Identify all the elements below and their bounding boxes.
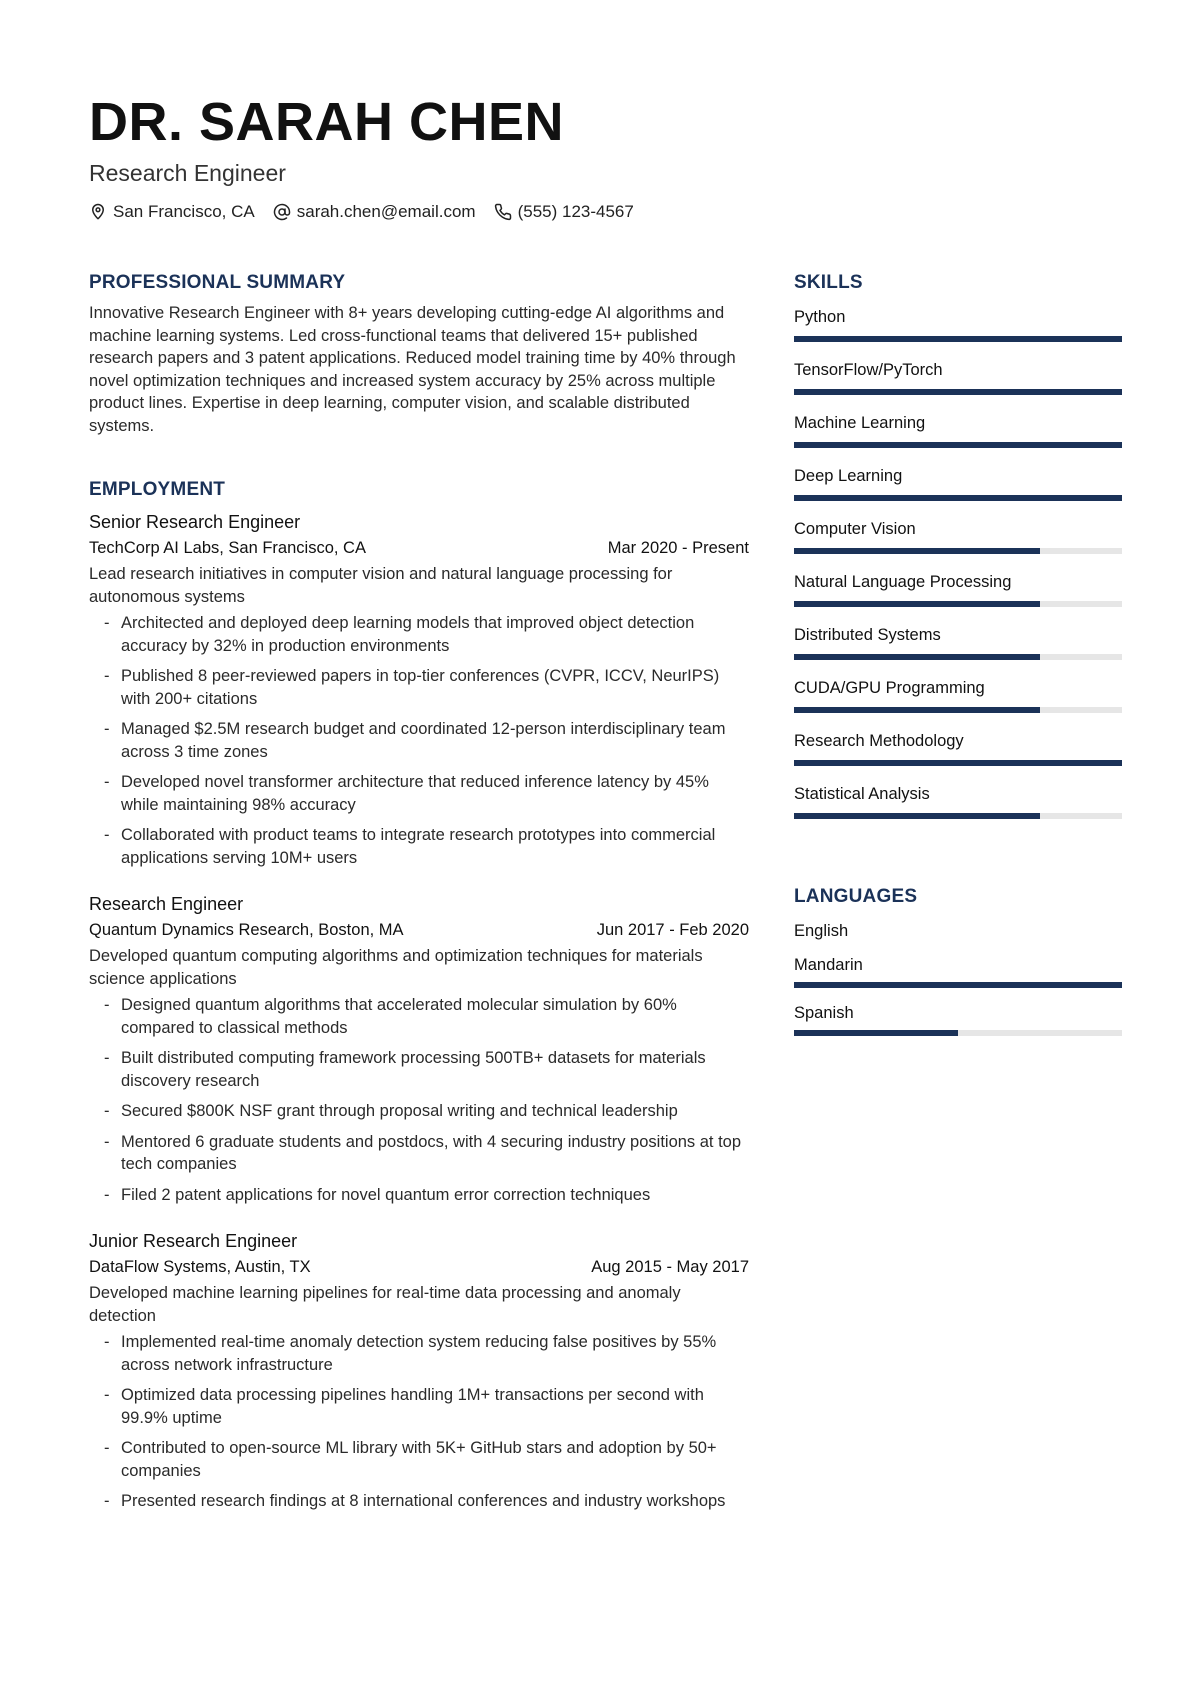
job-company-line [89, 535, 749, 561]
skill-bar-fill [794, 389, 1122, 395]
job-role: Junior Research Engineer [89, 1231, 298, 1251]
dash-icon: - [104, 1386, 110, 1404]
job-bullets [89, 994, 749, 1206]
skill-bar-fill [794, 336, 1122, 342]
skill-bar [794, 389, 1122, 395]
skill-item [794, 567, 1122, 620]
job-description: Lead research initiatives in computer vision and natural language processing for autonomous systems [89, 565, 673, 606]
dash-icon: - [104, 720, 110, 738]
skill-item [794, 673, 1122, 726]
job-company-line [89, 1254, 749, 1280]
job-role: Research Engineer [89, 894, 244, 914]
skill-bar [794, 336, 1122, 342]
job-bullets [89, 1331, 749, 1513]
job-company: TechCorp AI Labs, San Francisco, CA [89, 539, 366, 557]
skill-bar [794, 813, 1122, 819]
skills-section [794, 270, 1122, 832]
candidate-name: DR. SARAH CHEN [89, 92, 565, 152]
skill-bar [794, 654, 1122, 660]
job-dates: Jun 2017 - Feb 2020 [596, 921, 749, 939]
dash-icon: - [104, 996, 110, 1014]
bullet-text: Designed quantum algorithms that accelerated molecular simulation by 60% compared to classical methods [121, 996, 677, 1037]
language-name: Mandarin [794, 956, 863, 974]
dash-icon: - [104, 614, 110, 632]
main-column [89, 270, 749, 1535]
language-name: English [794, 922, 849, 940]
skill-name: Research Methodology [794, 732, 964, 750]
bullet-item [89, 1384, 749, 1429]
summary-heading: PROFESSIONAL SUMMARY [89, 272, 346, 293]
phone-text: (555) 123-4567 [517, 202, 634, 221]
email-text: sarah.chen@email.com [296, 202, 476, 221]
skill-item [794, 779, 1122, 832]
dash-icon: - [104, 1132, 110, 1151]
bullet-text: Developed novel transformer architecture that reduced inference latency by 45% while maintaining 98% accuracy [121, 773, 709, 814]
sidebar-column [794, 270, 1122, 1046]
at-sign-icon [273, 203, 291, 221]
dash-icon: - [104, 1185, 110, 1204]
skill-item [794, 620, 1122, 673]
job-entry [89, 509, 749, 869]
bullet-item [89, 1437, 749, 1482]
job-description: Developed quantum computing algorithms and optimization techniques for materials science applications [89, 947, 703, 988]
skill-bar-fill [794, 601, 1040, 607]
bullet-item [89, 994, 749, 1039]
skill-bar-fill [794, 548, 1040, 554]
bullet-item [89, 771, 749, 816]
phone-icon [494, 203, 512, 221]
bullet-text: Mentored 6 graduate students and postdocs, with 4 securing industry positions at top tech companies [121, 1132, 742, 1173]
skill-bar [794, 495, 1122, 501]
bullet-item [89, 1100, 749, 1123]
bullet-item [89, 1131, 749, 1176]
location-pin-icon [89, 203, 107, 221]
skill-item [794, 726, 1122, 779]
dash-icon: - [104, 1102, 110, 1120]
bullet-item [89, 824, 749, 869]
bullet-text: Contributed to open-source ML library with 5K+ GitHub stars and adoption by 50+ companies [121, 1439, 717, 1480]
dash-icon: - [104, 826, 110, 844]
bullet-text: Implemented real-time anomaly detection system reducing false positives by 55% across network infrastructure [121, 1333, 717, 1374]
skill-bar [794, 760, 1122, 766]
summary-text: Innovative Research Engineer with 8+ years developing cutting-edge AI algorithms and machine learning systems. Led cross-functional teams that delivered 15+ published research papers and 3 patent applications. Reduced model training time by 40% through novel optimization techniques and increased system accuracy by 25% across multiple product lines. Expertise in deep learning, computer vision, and scalable distributed systems. [89, 304, 736, 435]
contact-phone [494, 202, 634, 222]
job-dates: Mar 2020 - Present [607, 539, 749, 557]
contact-row [89, 199, 652, 225]
bullet-text: Filed 2 patent applications for novel quantum error correction techniques [121, 1185, 651, 1204]
bullet-text: Architected and deployed deep learning models that improved object detection accuracy by 32% in production environments [121, 614, 695, 655]
job-company: DataFlow Systems, Austin, TX [89, 1258, 311, 1276]
skill-name: Python [794, 308, 846, 326]
dash-icon: - [104, 773, 110, 791]
language-bar-fill [794, 1030, 958, 1036]
bullet-item [89, 612, 749, 657]
skill-name: Deep Learning [794, 467, 903, 485]
skill-bar [794, 601, 1122, 607]
skill-name: TensorFlow/PyTorch [794, 361, 943, 379]
contact-location [89, 202, 255, 222]
bullet-item [89, 1047, 749, 1092]
language-item [794, 950, 1122, 998]
languages-heading: LANGUAGES [794, 886, 918, 907]
candidate-title: Research Engineer [89, 160, 286, 186]
skill-item [794, 302, 1122, 355]
job-bullets [89, 612, 749, 869]
skill-name: Natural Language Processing [794, 573, 1012, 591]
language-item [794, 916, 1122, 950]
skill-name: CUDA/GPU Programming [794, 679, 985, 697]
skill-bar-fill [794, 495, 1122, 501]
skill-bar [794, 442, 1122, 448]
language-item [794, 998, 1122, 1046]
location-text: San Francisco, CA [113, 202, 255, 221]
employment-section [89, 477, 749, 1513]
bullet-item [89, 1490, 749, 1513]
skill-name: Distributed Systems [794, 626, 941, 644]
skill-item [794, 355, 1122, 408]
skill-bar [794, 548, 1122, 554]
job-dates: Aug 2015 - May 2017 [591, 1258, 749, 1276]
bullet-text: Optimized data processing pipelines handling 1M+ transactions per second with 99.9% uptime [121, 1386, 704, 1427]
bullet-item [89, 665, 749, 710]
languages-section [794, 884, 1122, 1046]
employment-heading: EMPLOYMENT [89, 479, 226, 500]
bullet-text: Secured $800K NSF grant through proposal writing and technical leadership [121, 1102, 678, 1120]
job-company: Quantum Dynamics Research, Boston, MA [89, 921, 404, 939]
language-bar [794, 1030, 1122, 1036]
skill-item [794, 461, 1122, 514]
dash-icon: - [104, 1333, 110, 1351]
bullet-text: Collaborated with product teams to integrate research prototypes into commercial applications serving 10M+ users [121, 826, 716, 867]
summary-section [89, 270, 749, 437]
skill-item [794, 514, 1122, 567]
bullet-text: Published 8 peer-reviewed papers in top-tier conferences (CVPR, ICCV, NeurIPS) with 200+ citations [121, 667, 720, 708]
bullet-text: Presented research findings at 8 international conferences and industry workshops [121, 1492, 726, 1510]
language-name: Spanish [794, 1004, 854, 1022]
job-role: Senior Research Engineer [89, 512, 301, 532]
skills-heading: SKILLS [794, 272, 863, 293]
skill-bar-fill [794, 442, 1122, 448]
bullet-text: Built distributed computing framework processing 500TB+ datasets for materials discovery research [121, 1049, 706, 1090]
skill-name: Computer Vision [794, 520, 916, 538]
language-bar [794, 982, 1122, 988]
contact-email [273, 202, 476, 222]
job-description: Developed machine learning pipelines for real-time data processing and anomaly detection [89, 1284, 681, 1325]
language-bar-fill [794, 982, 1122, 988]
skill-bar-fill [794, 760, 1122, 766]
job-entry [89, 891, 749, 1206]
skill-name: Statistical Analysis [794, 785, 930, 803]
dash-icon: - [104, 1439, 110, 1457]
bullet-item [89, 718, 749, 763]
dash-icon: - [104, 1492, 110, 1510]
skill-bar-fill [794, 707, 1040, 713]
job-company-line [89, 917, 749, 943]
skill-bar [794, 707, 1122, 713]
dash-icon: - [104, 667, 110, 685]
bullet-item [89, 1331, 749, 1376]
skill-name: Machine Learning [794, 414, 926, 432]
bullet-item [89, 1184, 749, 1207]
job-entry [89, 1228, 749, 1513]
bullet-text: Managed $2.5M research budget and coordinated 12-person interdisciplinary team across 3 time zones [121, 720, 726, 761]
skill-bar-fill [794, 654, 1040, 660]
dash-icon: - [104, 1049, 110, 1067]
skill-item [794, 408, 1122, 461]
skill-bar-fill [794, 813, 1040, 819]
